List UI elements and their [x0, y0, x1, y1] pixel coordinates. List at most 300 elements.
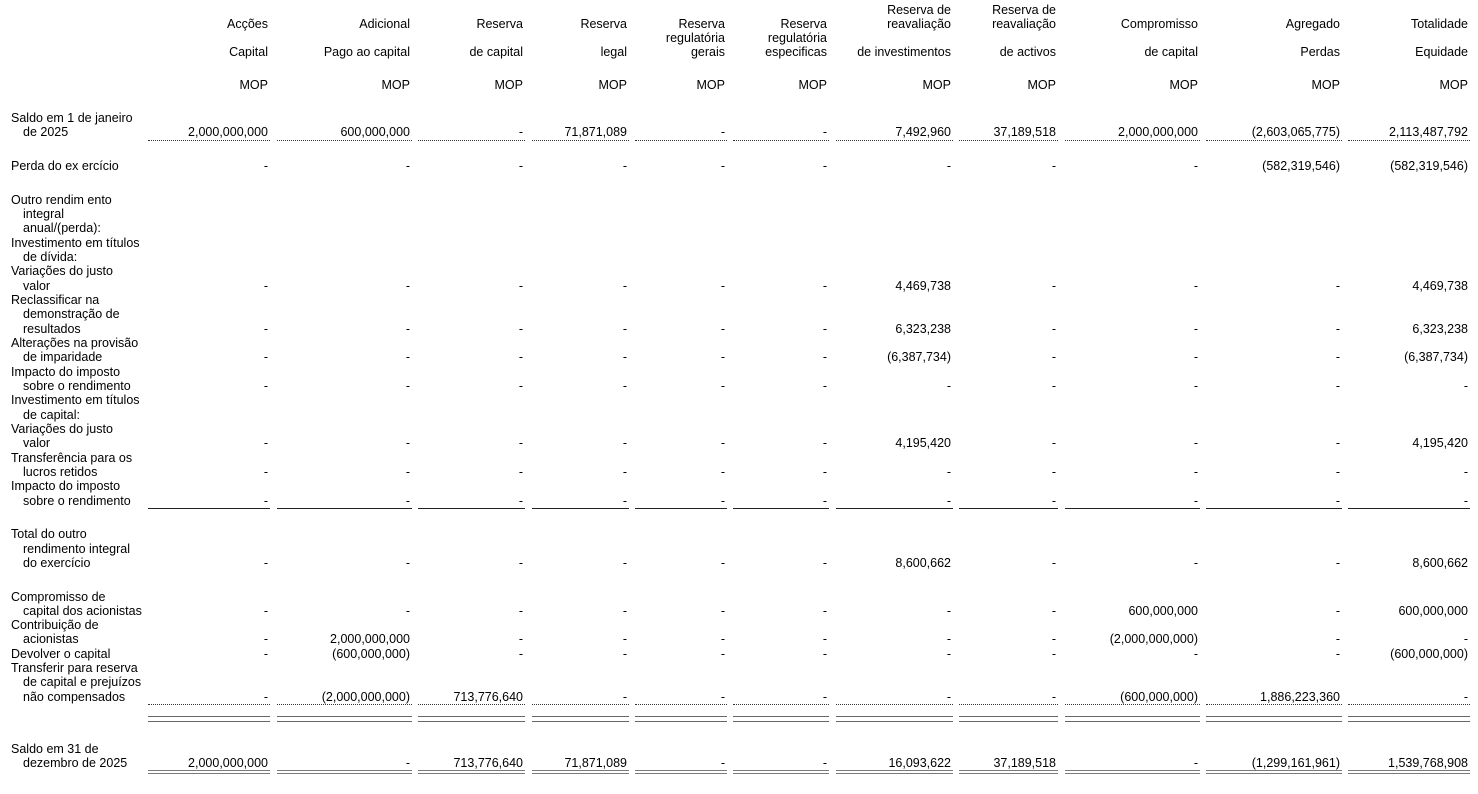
value-cell: 713,776,640: [418, 756, 525, 770]
row-label-line: lucros retidos: [23, 464, 98, 479]
column-header-line: Acções: [227, 17, 268, 31]
value-cell: -: [836, 494, 953, 508]
value-cell: -: [733, 125, 829, 139]
statement-row: [0, 393, 1478, 422]
value-cell: -: [148, 690, 270, 704]
value-cell: -: [1193, 278, 1198, 293]
value-cell: (6,387,734): [887, 350, 951, 365]
value-cell: -: [622, 603, 627, 618]
column-header-line: Reserva: [678, 17, 725, 31]
value-cell: -: [622, 555, 627, 570]
column-header-line: Agregado: [1285, 17, 1340, 31]
column-unit: MOP: [381, 78, 410, 92]
value-cell: (2,603,065,775): [1206, 125, 1342, 139]
row-label-line: Compromisso de: [11, 589, 106, 604]
value-cell: -: [1193, 321, 1198, 336]
row-label-line: valor: [23, 278, 51, 293]
value-cell: -: [518, 378, 523, 393]
value-cell: -: [1193, 378, 1198, 393]
row-label: [11, 193, 145, 236]
value-cell: -: [1335, 350, 1340, 365]
value-cell: -: [635, 756, 727, 770]
value-cell: -: [532, 494, 629, 508]
column-unit: MOP: [598, 78, 627, 92]
value-cell: -: [1193, 464, 1198, 479]
column-header-line: legal: [600, 45, 627, 59]
value-cell: 2,113,487,792: [1348, 125, 1470, 139]
statement-row: [0, 422, 1478, 451]
statement-row: [0, 647, 1478, 661]
column-header-line: regulatória: [665, 31, 725, 45]
value-cell: -: [405, 464, 410, 479]
value-cell: -: [532, 690, 629, 704]
value-cell: (2,000,000,000): [1109, 632, 1198, 647]
statement-row: [0, 336, 1478, 365]
row-label-line: Reclassificar na: [11, 292, 100, 307]
double-rule-segment: [635, 716, 727, 722]
row-label-line: do exercício: [23, 555, 91, 570]
value-cell: 4,195,420: [895, 436, 951, 451]
value-cell: -: [622, 632, 627, 647]
value-cell: -: [946, 603, 951, 618]
value-cell: -: [1335, 603, 1340, 618]
value-cell: -: [822, 350, 827, 365]
double-rule-segment: [959, 716, 1058, 722]
value-cell: -: [622, 464, 627, 479]
column-header-line: Reserva de: [992, 3, 1056, 17]
column-header-line: Equidade: [1415, 45, 1468, 59]
statement-row: [0, 527, 1478, 570]
row-label: [11, 661, 145, 704]
column-header-line: reavaliação: [992, 17, 1056, 31]
value-cell: (582,319,546): [1390, 158, 1468, 173]
value-cell: -: [1051, 646, 1056, 661]
value-cell: -: [622, 350, 627, 365]
row-label-line: de imparidade: [23, 350, 103, 365]
value-cell: -: [836, 690, 953, 704]
column-unit: MOP: [922, 78, 951, 92]
column-unit: MOP: [1169, 78, 1198, 92]
row-label: [11, 111, 145, 140]
value-cell: -: [822, 464, 827, 479]
row-label-line: demonstração de: [23, 307, 120, 322]
value-cell: -: [1051, 632, 1056, 647]
value-cell: (582,319,546): [1262, 158, 1340, 173]
value-cell: 600,000,000: [1398, 603, 1468, 618]
value-cell: -: [518, 555, 523, 570]
value-cell: -: [1463, 464, 1468, 479]
value-cell: 2,000,000,000: [1065, 125, 1200, 139]
column-header-line: Reserva: [580, 17, 627, 31]
value-cell: -: [822, 646, 827, 661]
row-label: [11, 527, 145, 570]
column-unit: MOP: [696, 78, 725, 92]
statement-row: [0, 264, 1478, 293]
double-rule-segment: [148, 716, 270, 722]
statement-row: [0, 236, 1478, 265]
value-cell: -: [1335, 632, 1340, 647]
value-cell: -: [1051, 464, 1056, 479]
value-cell: -: [1051, 158, 1056, 173]
row-label: [11, 159, 145, 173]
statement-row: [0, 661, 1478, 704]
value-cell: -: [518, 350, 523, 365]
value-cell: -: [635, 125, 727, 139]
value-cell: -: [277, 756, 412, 770]
value-cell: (600,000,000): [1390, 646, 1468, 661]
value-cell: -: [822, 603, 827, 618]
statement-row: [0, 193, 1478, 236]
row-label-line: valor: [23, 436, 51, 451]
row-label: [11, 293, 145, 336]
value-cell: -: [1065, 494, 1200, 508]
value-cell: -: [518, 158, 523, 173]
value-cell: -: [946, 464, 951, 479]
double-rule: [0, 716, 1478, 722]
row-label-line: Total do outro: [11, 527, 87, 542]
value-cell: -: [405, 378, 410, 393]
row-label-line: Transferir para reserva: [11, 661, 138, 676]
value-cell: -: [405, 555, 410, 570]
value-cell: 4,469,738: [1412, 278, 1468, 293]
value-cell: -: [1051, 378, 1056, 393]
row-label-line: Devolver o capital: [11, 646, 111, 661]
value-cell: -: [822, 555, 827, 570]
row-label-line: dezembro de 2025: [23, 756, 128, 771]
value-cell: -: [1335, 378, 1340, 393]
value-cell: -: [518, 321, 523, 336]
row-label-line: acionistas: [23, 632, 79, 647]
row-label: [11, 236, 145, 265]
column-header-line: Adicional: [359, 17, 410, 31]
statement-row: [0, 479, 1478, 508]
column-unit: MOP: [239, 78, 268, 92]
value-cell: -: [733, 756, 829, 770]
double-rule-segment: [532, 716, 629, 722]
row-label-line: Impacto do imposto: [11, 479, 121, 494]
value-cell: -: [405, 350, 410, 365]
value-cell: -: [405, 603, 410, 618]
row-label: [11, 393, 145, 422]
statement-row: [0, 618, 1478, 647]
value-cell: -: [518, 603, 523, 618]
column-header-line: de capital: [1144, 45, 1198, 59]
value-cell: 37,189,518: [959, 756, 1058, 770]
value-cell: -: [1193, 436, 1198, 451]
statement-row: [0, 111, 1478, 140]
value-cell: -: [148, 494, 270, 508]
row-label-line: não compensados: [23, 689, 126, 704]
value-cell: -: [263, 464, 268, 479]
column-header: [418, 3, 525, 103]
row-label-line: Transferência para os: [11, 450, 133, 465]
value-cell: -: [822, 436, 827, 451]
value-cell: -: [277, 494, 412, 508]
value-cell: -: [1065, 756, 1200, 770]
value-cell: -: [1348, 494, 1470, 508]
value-cell: -: [1193, 158, 1198, 173]
statement-row: [0, 742, 1478, 771]
statement-row: [0, 590, 1478, 619]
value-cell: 713,776,640: [418, 690, 525, 704]
row-label-line: anual/(perda):: [23, 221, 101, 236]
row-label-line: Variações do justo: [11, 264, 113, 279]
value-cell: -: [946, 158, 951, 173]
double-rule-segment: [1065, 716, 1200, 722]
row-label-line: rendimento integral: [23, 541, 131, 556]
value-cell: 71,871,089: [532, 756, 629, 770]
value-cell: -: [405, 436, 410, 451]
value-cell: 4,469,738: [895, 278, 951, 293]
column-unit: MOP: [1027, 78, 1056, 92]
value-cell: -: [622, 378, 627, 393]
row-label-line: Impacto do imposto: [11, 364, 121, 379]
row-label-line: Investimento em títulos: [11, 393, 140, 408]
column-header: [1348, 3, 1470, 103]
column-header: [836, 3, 953, 103]
row-label: [11, 451, 145, 480]
value-cell: -: [733, 494, 829, 508]
statement-row: [0, 159, 1478, 173]
value-cell: 71,871,089: [532, 125, 629, 139]
column-header: [277, 3, 412, 103]
value-cell: -: [822, 278, 827, 293]
row-label-line: Alterações na provisão: [11, 335, 139, 350]
double-rule-segment: [418, 716, 525, 722]
value-cell: -: [518, 646, 523, 661]
value-cell: -: [622, 436, 627, 451]
column-header-line: de investimentos: [857, 45, 951, 59]
column-header: [532, 3, 629, 103]
row-label: [11, 742, 145, 771]
value-cell: -: [263, 436, 268, 451]
value-cell: 600,000,000: [277, 125, 412, 139]
row-label-line: sobre o rendimento: [23, 378, 131, 393]
column-header-line: regulatória: [767, 31, 827, 45]
value-cell: -: [622, 158, 627, 173]
value-cell: -: [1335, 646, 1340, 661]
double-rule-segment: [1348, 716, 1470, 722]
column-unit: MOP: [494, 78, 523, 92]
value-cell: -: [518, 278, 523, 293]
value-cell: -: [733, 690, 829, 704]
value-cell: 4,195,420: [1412, 436, 1468, 451]
value-cell: -: [822, 378, 827, 393]
row-label: [11, 479, 145, 508]
row-label: [11, 336, 145, 365]
row-label-line: de capital:: [23, 407, 80, 422]
value-cell: -: [946, 378, 951, 393]
value-cell: 600,000,000: [1128, 603, 1198, 618]
row-label: [11, 365, 145, 394]
column-header-line: Compromisso: [1120, 17, 1198, 31]
value-cell: -: [720, 321, 725, 336]
value-cell: -: [959, 690, 1058, 704]
value-cell: -: [1051, 436, 1056, 451]
row-label-line: Saldo em 1 de janeiro: [11, 111, 133, 125]
column-header-line: Perdas: [1300, 45, 1340, 59]
row-label: [11, 422, 145, 451]
row-label: [11, 618, 145, 647]
value-cell: -: [263, 632, 268, 647]
column-header: [635, 3, 727, 103]
row-label-line: resultados: [23, 321, 81, 336]
column-header-line: Totalidade: [1411, 17, 1468, 31]
value-cell: -: [1051, 350, 1056, 365]
column-unit: MOP: [1311, 78, 1340, 92]
value-cell: -: [1335, 464, 1340, 479]
value-cell: -: [822, 321, 827, 336]
value-cell: -: [720, 158, 725, 173]
value-cell: -: [720, 603, 725, 618]
value-cell: -: [418, 125, 525, 139]
value-cell: -: [622, 321, 627, 336]
statement-row: [0, 293, 1478, 336]
value-cell: 2,000,000,000: [148, 756, 270, 770]
value-cell: -: [720, 555, 725, 570]
value-cell: (600,000,000): [1065, 690, 1200, 704]
column-header: [959, 3, 1058, 103]
row-label-line: sobre o rendimento: [23, 493, 131, 508]
statement-row: [0, 451, 1478, 480]
value-cell: -: [946, 632, 951, 647]
value-cell: -: [263, 603, 268, 618]
value-cell: 2,000,000,000: [148, 125, 270, 139]
value-cell: -: [720, 632, 725, 647]
column-header-line: Reserva: [476, 17, 523, 31]
value-cell: -: [263, 646, 268, 661]
value-cell: -: [1193, 646, 1198, 661]
value-cell: -: [1193, 350, 1198, 365]
value-cell: -: [720, 278, 725, 293]
row-label-line: Variações do justo: [11, 421, 113, 436]
value-cell: -: [518, 464, 523, 479]
value-cell: -: [822, 158, 827, 173]
value-cell: (2,000,000,000): [277, 690, 412, 704]
value-cell: -: [1051, 603, 1056, 618]
value-cell: -: [1051, 321, 1056, 336]
row-label-line: de dívida:: [23, 249, 78, 264]
statement-row: [0, 365, 1478, 394]
value-cell: (600,000,000): [332, 646, 410, 661]
column-header-line: Capital: [229, 45, 268, 59]
value-cell: -: [822, 632, 827, 647]
value-cell: -: [263, 278, 268, 293]
value-cell: -: [263, 350, 268, 365]
value-cell: 1,886,223,360: [1206, 690, 1342, 704]
value-cell: -: [263, 378, 268, 393]
value-cell: 16,093,622: [836, 756, 953, 770]
value-cell: -: [263, 321, 268, 336]
value-cell: -: [635, 494, 727, 508]
value-cell: -: [405, 321, 410, 336]
value-cell: -: [405, 278, 410, 293]
column-header-line: reavaliação: [887, 17, 951, 31]
value-cell: -: [1463, 632, 1468, 647]
value-cell: -: [720, 646, 725, 661]
column-unit: MOP: [1439, 78, 1468, 92]
value-cell: -: [1335, 555, 1340, 570]
row-label: [11, 590, 145, 619]
row-label-line: Contribuição de: [11, 618, 99, 633]
value-cell: 8,600,662: [895, 555, 951, 570]
value-cell: -: [1463, 378, 1468, 393]
value-cell: 6,323,238: [1412, 321, 1468, 336]
value-cell: -: [1206, 494, 1342, 508]
row-label-line: Outro rendim ento: [11, 192, 112, 207]
column-unit: MOP: [798, 78, 827, 92]
value-cell: 6,323,238: [895, 321, 951, 336]
value-cell: -: [1051, 555, 1056, 570]
value-cell: -: [622, 646, 627, 661]
row-label: [11, 647, 145, 661]
column-header-line: especificas: [765, 45, 827, 59]
double-rule-segment: [277, 716, 412, 722]
value-cell: (1,299,161,961): [1206, 756, 1342, 770]
table-header: [0, 3, 1478, 103]
value-cell: -: [405, 158, 410, 173]
column-header: [148, 3, 270, 103]
value-cell: -: [1335, 321, 1340, 336]
column-header-line: de capital: [469, 45, 523, 59]
value-cell: -: [959, 494, 1058, 508]
value-cell: 8,600,662: [1412, 555, 1468, 570]
row-label-line: Saldo em 31 de: [11, 741, 99, 756]
value-cell: -: [1193, 555, 1198, 570]
row-label-line: Investimento em títulos: [11, 235, 140, 250]
value-cell: -: [518, 436, 523, 451]
row-label: [11, 264, 145, 293]
value-cell: -: [263, 555, 268, 570]
column-header: [733, 3, 829, 103]
double-rule-segment: [1206, 716, 1342, 722]
row-label-line: de capital e prejuízos: [23, 675, 142, 690]
column-header-line: de activos: [999, 45, 1056, 59]
column-header: [1206, 3, 1342, 103]
value-cell: -: [263, 158, 268, 173]
column-header: [1065, 3, 1200, 103]
value-cell: -: [635, 690, 727, 704]
column-header-line: Reserva: [780, 17, 827, 31]
value-cell: -: [1335, 278, 1340, 293]
value-cell: 37,189,518: [959, 125, 1058, 139]
column-header-line: Reserva de: [887, 3, 951, 17]
value-cell: -: [418, 494, 525, 508]
value-cell: -: [1335, 436, 1340, 451]
row-label-line: de 2025: [23, 125, 69, 140]
row-label-line: Perda do ex ercício: [11, 158, 119, 173]
table-body: [0, 111, 1478, 770]
column-header-line: gerais: [690, 45, 725, 59]
row-label-line: capital dos acionistas: [23, 603, 142, 618]
row-label-line: integral: [23, 206, 64, 221]
value-cell: 7,492,960: [836, 125, 953, 139]
value-cell: 2,000,000,000: [330, 632, 410, 647]
value-cell: (6,387,734): [1404, 350, 1468, 365]
double-rule-segment: [836, 716, 953, 722]
value-cell: -: [518, 632, 523, 647]
value-cell: -: [720, 436, 725, 451]
value-cell: -: [1348, 690, 1470, 704]
value-cell: -: [720, 378, 725, 393]
value-cell: 1,539,768,908: [1348, 756, 1470, 770]
value-cell: -: [720, 464, 725, 479]
value-cell: -: [1051, 278, 1056, 293]
value-cell: -: [946, 646, 951, 661]
value-cell: -: [622, 278, 627, 293]
column-header-line: Pago ao capital: [323, 45, 410, 59]
double-rule-segment: [733, 716, 829, 722]
